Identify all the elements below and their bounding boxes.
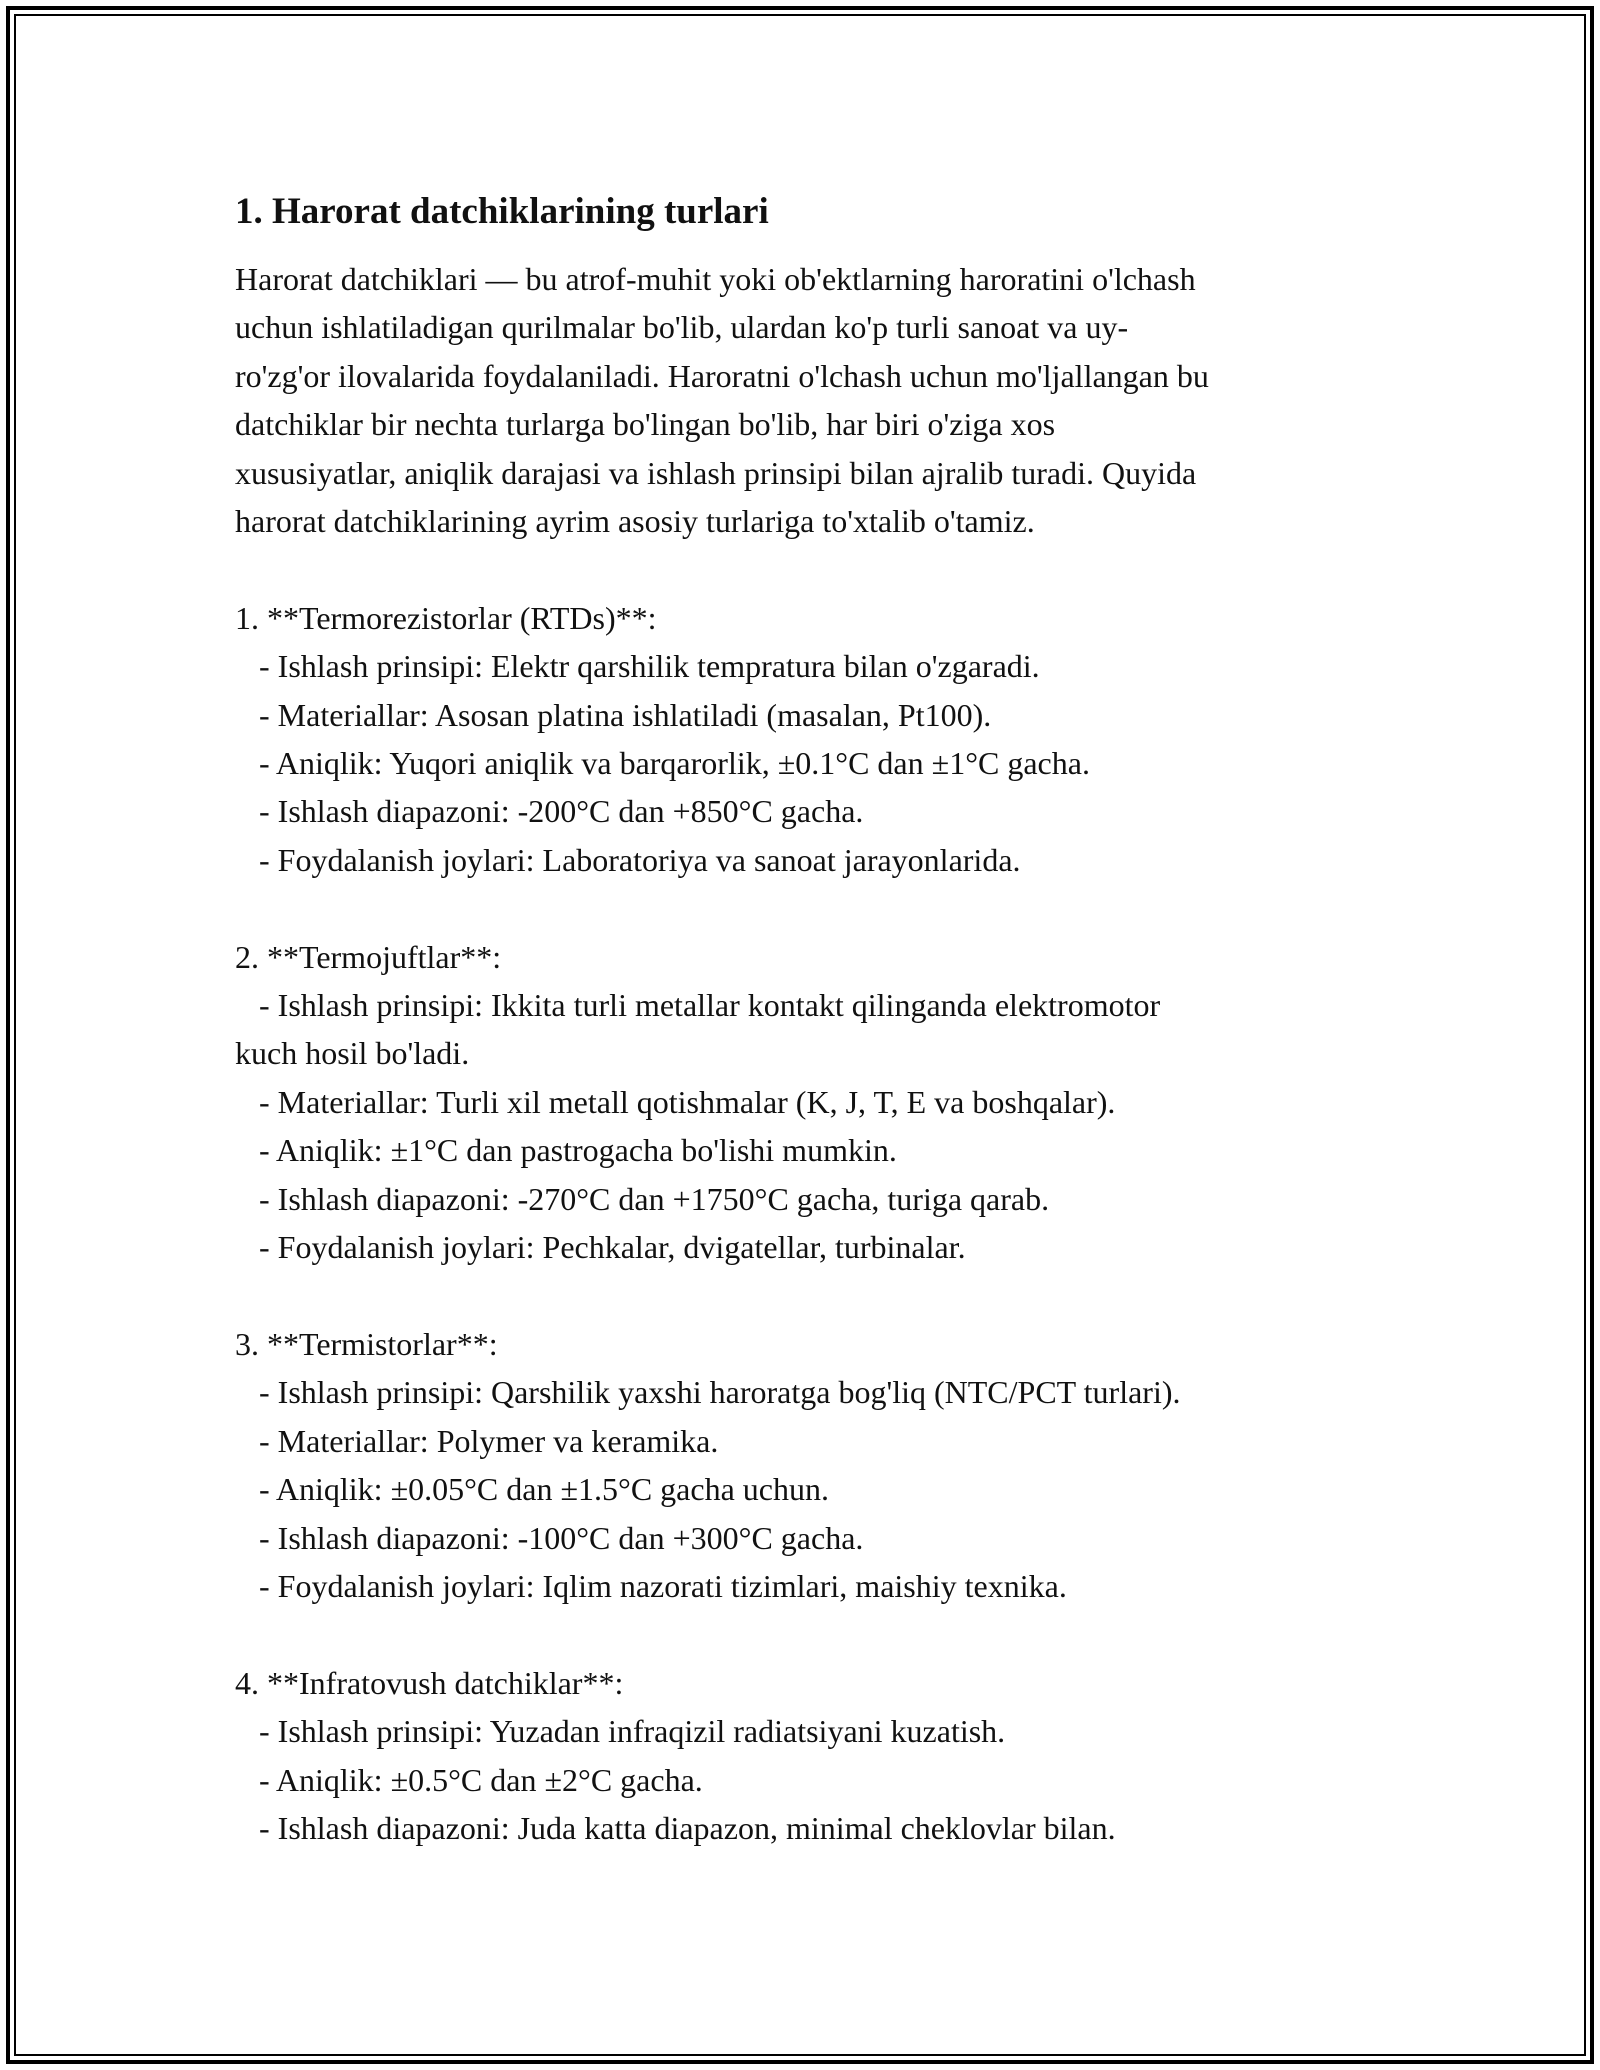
- sensor-title: 2. **Termojuftlar**:: [235, 938, 502, 975]
- intro-paragraph: [235, 255, 1365, 545]
- sensor-detail: - Foydalanish joylari: Iqlim nazorati tizimlari, maishiy texnika.: [235, 1567, 1067, 1604]
- sensor-detail: - Foydalanish joylari: Pechkalar, dvigatellar, turbinalar.: [235, 1229, 966, 1266]
- document-body: [235, 186, 1365, 1852]
- sensor-detail: - Aniqlik: Yuqori aniqlik va barqarorlik, ±0.1°C dan ±1°C gacha.: [235, 745, 1090, 782]
- intro-line: ro'zg'or ilovalarida foydalaniladi. Haroratni o'lchash uchun mo'ljallangan bu: [235, 357, 1209, 394]
- sensor-detail: - Ishlash prinsipi: Elektr qarshilik tempratura bilan o'zgaradi.: [235, 648, 1040, 685]
- sensor-detail: - Foydalanish joylari: Laboratoriya va sanoat jarayonlarida.: [235, 841, 1021, 878]
- sensor-detail: - Aniqlik: ±0.5°C dan ±2°C gacha.: [235, 1761, 703, 1798]
- sensor-type-infrared: [235, 1659, 1365, 1853]
- sensor-detail: - Aniqlik: ±1°C dan pastrogacha bo'lishi mumkin.: [235, 1132, 897, 1169]
- sensor-detail: - Ishlash diapazoni: -270°C dan +1750°C gacha, turiga qarab.: [235, 1180, 1050, 1217]
- sensor-title: 3. **Termistorlar**:: [235, 1325, 498, 1362]
- intro-line: harorat datchiklarining ayrim asosiy turlariga to'xtalib o'tamiz.: [235, 503, 1035, 540]
- sensor-detail: - Materiallar: Turli xil metall qotishmalar (K, J, T, E va boshqalar).: [235, 1083, 1116, 1120]
- intro-line: datchiklar bir nechta turlarga bo'lingan bo'lib, har biri o'ziga xos: [235, 406, 1056, 443]
- sensor-detail: - Materiallar: Polymer va keramika.: [235, 1422, 719, 1459]
- sensor-detail: - Materiallar: Asosan platina ishlatiladi (masalan, Pt100).: [235, 696, 992, 733]
- intro-line: uchun ishlatiladigan qurilmalar bo'lib, ulardan ko'p turli sanoat va uy-: [235, 309, 1129, 346]
- sensor-detail: kuch hosil bo'ladi.: [235, 1035, 470, 1072]
- intro-line: Harorat datchiklari — bu atrof-muhit yoki ob'ektlarning haroratini o'lchash: [235, 261, 1196, 297]
- sensor-type-rtd: [235, 594, 1365, 884]
- sensor-detail: - Ishlash prinsipi: Yuzadan infraqizil radiatsiyani kuzatish.: [235, 1713, 1006, 1750]
- sensor-detail: - Aniqlik: ±0.05°C dan ±1.5°C gacha uchun.: [235, 1471, 829, 1508]
- section-heading: 1. Harorat datchiklarining turlari: [235, 191, 769, 232]
- sensor-detail: - Ishlash diapazoni: -100°C dan +300°C gacha.: [235, 1519, 864, 1556]
- sensor-detail: - Ishlash diapazoni: -200°C dan +850°C gacha.: [235, 793, 864, 830]
- sensor-title: 4. **Infratovush datchiklar**:: [235, 1664, 624, 1701]
- sensor-type-thermocouple: [235, 933, 1365, 1272]
- sensor-detail: - Ishlash diapazoni: Juda katta diapazon, minimal cheklovlar bilan.: [235, 1809, 1116, 1846]
- sensor-detail: - Ishlash prinsipi: Qarshilik yaxshi haroratga bog'liq (NTC/PCT turlari).: [235, 1374, 1181, 1411]
- sensor-type-thermistor: [235, 1320, 1365, 1610]
- sensor-title: 1. **Termorezistorlar (RTDs)**:: [235, 599, 657, 636]
- sensor-detail: - Ishlash prinsipi: Ikkita turli metallar kontakt qilinganda elektromotor: [235, 987, 1161, 1024]
- intro-line: xususiyatlar, aniqlik darajasi va ishlash prinsipi bilan ajralib turadi. Quyida: [235, 454, 1197, 491]
